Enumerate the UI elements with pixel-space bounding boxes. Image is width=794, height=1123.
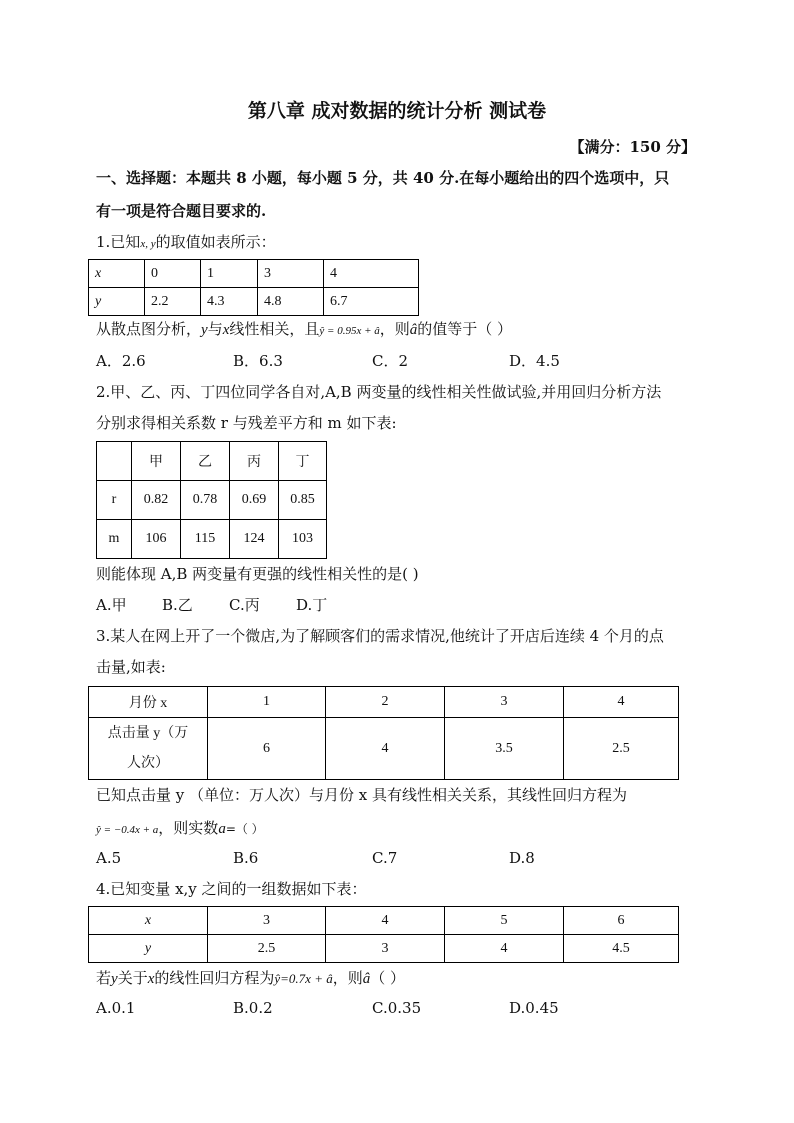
q4-option-a[interactable]: A.0.1	[96, 999, 136, 1017]
table-cell: 4.5	[564, 935, 679, 963]
q3-regression-formula: ŷ = −0.4x + a	[96, 824, 159, 836]
table-cell: 乙	[181, 442, 230, 481]
table-cell: 月份 x	[89, 687, 208, 718]
table-cell: 2.5	[208, 935, 326, 963]
table-cell: 3.5	[445, 718, 564, 780]
table-row	[97, 481, 327, 520]
q1-cond-text-d: ，则	[379, 320, 410, 338]
q4-cond-text-d: ，则	[332, 969, 363, 987]
q1-option-d[interactable]: D．4.5	[509, 352, 560, 370]
section-heading-line2: 有一项是符合题目要求的.	[96, 202, 267, 220]
q2-option-b[interactable]: B.乙	[162, 596, 193, 614]
q3-cond-end: =（ ）	[225, 822, 264, 836]
table-cell: 0.82	[132, 481, 181, 520]
table-row	[89, 687, 679, 718]
table-cell: 3	[258, 260, 324, 288]
q2-option-a[interactable]: A.甲	[96, 596, 127, 614]
q4-stem: 4.已知变量 x,y 之间的一组数据如下表：	[96, 880, 367, 898]
table-cell: 0.69	[230, 481, 279, 520]
q4-cond-var-y: y	[111, 971, 118, 987]
table-cell: 4	[445, 935, 564, 963]
q3-row2-label-line1: 点击量 y（万	[107, 725, 189, 741]
table-cell: 3	[208, 907, 326, 935]
table-cell	[89, 718, 208, 780]
table-cell: r	[97, 481, 132, 520]
q3-condition-line1: 已知点击量 y （单位：万人次）与月份 x 具有线性相关关系，其线性回归方程为	[96, 786, 628, 804]
q4-cond-text-a: 若	[96, 969, 112, 987]
q3-cond-text: ，则实数	[158, 819, 219, 837]
q3-stem-line2: 击量,如表:	[96, 658, 166, 676]
table-cell: 2.5	[564, 718, 679, 780]
q1-cond-text-c: 线性相关，且	[229, 320, 320, 338]
q4-cond-text-e: （ ）	[370, 969, 406, 987]
table-cell	[97, 442, 132, 481]
q4-ahat: â	[362, 971, 371, 987]
table-cell: 4	[326, 907, 445, 935]
q2-option-c[interactable]: C.丙	[229, 596, 260, 614]
table-row	[89, 260, 419, 288]
q2-question: 则能体现 A,B 两变量有更强的线性相关性的是( )	[96, 565, 419, 583]
q3-option-c[interactable]: C.7	[372, 849, 398, 867]
table-cell: 4.8	[258, 288, 324, 316]
table-cell: 115	[181, 520, 230, 559]
table-row	[97, 520, 327, 559]
table-cell: 4.3	[201, 288, 258, 316]
full-score-label: 【满分：150 分】	[569, 138, 696, 156]
q4-option-c[interactable]: C.0.35	[372, 999, 422, 1017]
q1-stem-prefix: 1.已知	[96, 233, 141, 251]
q2-option-d[interactable]: D.丁	[296, 596, 328, 614]
q3-condition-line2	[96, 817, 264, 838]
q3-option-d[interactable]: D.8	[509, 849, 535, 867]
table-cell: 1	[201, 260, 258, 288]
q3-option-b[interactable]: B.6	[233, 849, 259, 867]
q1-table	[88, 259, 419, 316]
table-cell: 4	[324, 260, 419, 288]
table-cell: 6.7	[324, 288, 419, 316]
q4-cond-var-x: x	[147, 971, 155, 987]
q1-cond-text-a: 从散点图分析，	[96, 320, 202, 338]
q3-var-a: a	[218, 821, 226, 837]
q2-table	[96, 441, 327, 559]
table-cell: 3	[326, 935, 445, 963]
table-row	[89, 907, 679, 935]
table-row	[97, 442, 327, 481]
q4-option-b[interactable]: B.0.2	[233, 999, 273, 1017]
q4-table	[88, 906, 679, 963]
q1-condition	[96, 318, 512, 339]
q1-ahat: â	[409, 322, 418, 338]
q1-cond-var-y: y	[201, 322, 208, 338]
table-cell: 1	[208, 687, 326, 718]
table-cell: 106	[132, 520, 181, 559]
table-cell: 0.85	[279, 481, 327, 520]
q2-stem-line1: 2.甲、乙、丙、丁四位同学各自对,A,B 两变量的线性相关性做试验,并用回归分析方法	[96, 383, 662, 401]
q4-cond-text-c: 的线性回归方程为	[154, 969, 275, 987]
table-cell: 3	[445, 687, 564, 718]
table-cell: 丙	[230, 442, 279, 481]
q1-cond-text-b: 与	[207, 320, 223, 338]
q1-option-b[interactable]: B．6.3	[233, 352, 283, 370]
table-cell: 103	[279, 520, 327, 559]
q3-row2-label-line2: 人次）	[127, 755, 169, 771]
table-cell: 6	[208, 718, 326, 780]
q1-option-a[interactable]: A．2.6	[96, 352, 146, 370]
table-cell: 0	[145, 260, 201, 288]
q1-cond-var-x: x	[222, 322, 230, 338]
table-cell: 6	[564, 907, 679, 935]
q3-table	[88, 686, 679, 780]
table-cell: 丁	[279, 442, 327, 481]
q1-regression-formula: ŷ = 0.95x + â	[319, 325, 380, 337]
table-cell: 甲	[132, 442, 181, 481]
q3-option-a[interactable]: A.5	[96, 849, 122, 867]
table-row	[89, 935, 679, 963]
table-cell: y	[89, 935, 208, 963]
table-cell: 5	[445, 907, 564, 935]
table-cell: 2	[326, 687, 445, 718]
table-cell: 124	[230, 520, 279, 559]
q4-condition	[96, 967, 405, 988]
q1-cond-text-e: 的值等于（ ）	[417, 320, 513, 338]
table-cell: 0.78	[181, 481, 230, 520]
q1-stem	[96, 231, 276, 252]
page-title: 第八章 成对数据的统计分析 测试卷	[247, 100, 547, 122]
table-cell: 4	[326, 718, 445, 780]
table-cell: 4	[564, 687, 679, 718]
table-row	[89, 718, 679, 780]
table-cell: y	[89, 288, 145, 316]
table-cell: m	[97, 520, 132, 559]
q3-stem-line1: 3.某人在网上开了一个微店,为了解顾客们的需求情况,他统计了开店后连续 4 个月的点	[96, 627, 664, 645]
q4-option-d[interactable]: D.0.45	[509, 999, 559, 1017]
table-cell: x	[89, 260, 145, 288]
q1-stem-vars: x, y	[140, 238, 156, 250]
table-cell: 2.2	[145, 288, 201, 316]
q4-regression-formula: ŷ=0.7x + â	[274, 971, 333, 986]
table-cell: x	[89, 907, 208, 935]
q4-cond-text-b: 关于	[117, 969, 148, 987]
section-heading-line1: 一、选择题：本题共 8 小题，每小题 5 分，共 40 分.在每小题给出的四个选项中，只	[96, 169, 670, 187]
q2-stem-line2: 分别求得相关系数 r 与残差平方和 m 如下表:	[96, 414, 397, 432]
q1-stem-suffix: 的取值如表所示：	[155, 233, 276, 251]
q1-option-c[interactable]: C．2	[372, 352, 409, 370]
table-row	[89, 288, 419, 316]
